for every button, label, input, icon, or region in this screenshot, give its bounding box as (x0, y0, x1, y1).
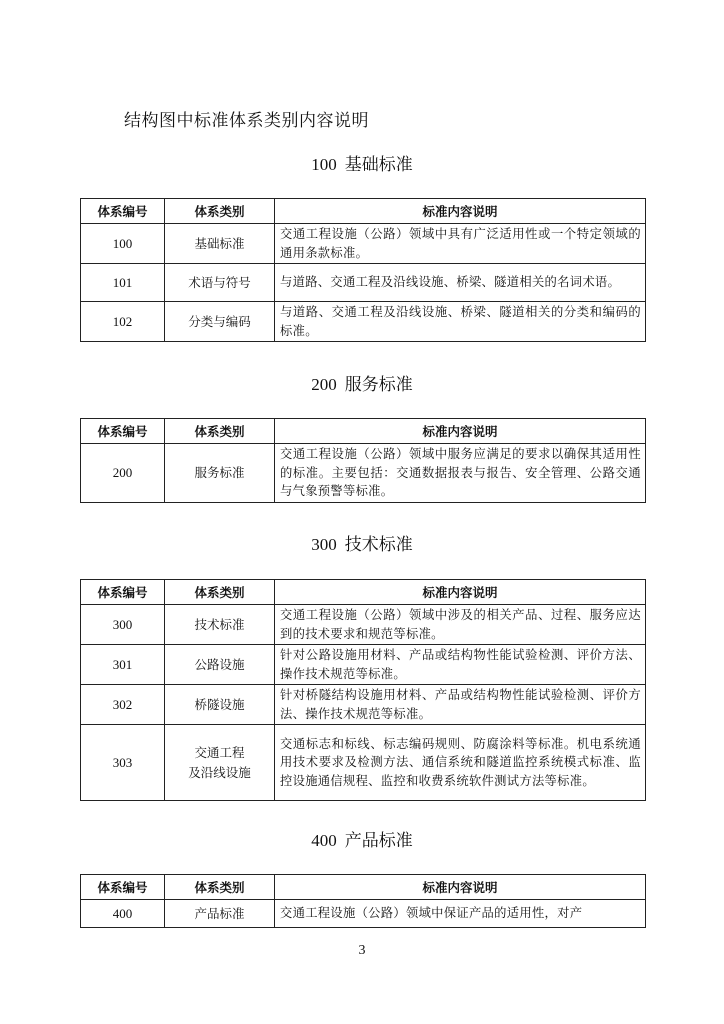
table-row (81, 224, 646, 264)
row-desc: 与道路、交通工程及沿线设施、桥梁、隧道相关的名词术语。 (275, 264, 646, 302)
section-name: 基础标准 (344, 155, 413, 175)
table-row (81, 685, 646, 725)
row-code: 102 (81, 302, 165, 342)
table-row (81, 645, 646, 685)
header-category: 体系类别 (165, 580, 275, 605)
standards-table-400 (80, 874, 646, 928)
section-number: 300 (311, 535, 337, 554)
row-category: 术语与符号 (165, 264, 275, 302)
row-desc: 针对公路设施用材料、产品或结构物性能试验检测、评价方法、操作技术规范等标准。 (275, 645, 646, 685)
row-category: 桥隧设施 (165, 685, 275, 725)
standards-table-100 (80, 198, 646, 342)
row-code: 300 (81, 605, 165, 645)
table-row (81, 900, 646, 928)
header-code: 体系编号 (81, 419, 165, 444)
standards-table-200 (80, 418, 646, 503)
row-desc: 针对桥隧结构设施用材料、产品或结构物性能试验检测、评价方法、操作技术规范等标准。 (275, 685, 646, 725)
row-desc: 交通标志和标线、标志编码规则、防腐涂料等标准。机电系统通用技术要求及检测方法、通信系统和隧道监控系统模式标准、监控设施通信规程、监控和收费系统软件测试方法等标准。 (275, 725, 646, 801)
row-category: 产品标准 (165, 900, 275, 928)
header-desc: 标准内容说明 (275, 199, 646, 224)
table-row (81, 725, 646, 801)
header-category: 体系类别 (165, 419, 275, 444)
page-number: 3 (358, 943, 366, 958)
row-category: 基础标准 (165, 224, 275, 264)
section-title-300 (0, 530, 724, 555)
row-code: 200 (81, 444, 165, 503)
table-header-row (81, 419, 646, 444)
header-code: 体系编号 (81, 580, 165, 605)
table-header-row (81, 199, 646, 224)
row-code: 400 (81, 900, 165, 928)
header-desc: 标准内容说明 (275, 580, 646, 605)
row-desc: 交通工程设施（公路）领域中保证产品的适用性，对产 (275, 900, 646, 928)
section-number: 200 (311, 375, 337, 394)
row-desc: 交通工程设施（公路）领域中涉及的相关产品、过程、服务应达到的技术要求和规范等标准。 (275, 605, 646, 645)
row-category: 分类与编码 (165, 302, 275, 342)
table-row (81, 605, 646, 645)
row-category: 服务标准 (165, 444, 275, 503)
section-title-200 (0, 370, 724, 395)
row-code: 101 (81, 264, 165, 302)
section-number: 100 (311, 155, 337, 174)
row-category-line1: 交通工程 (194, 744, 245, 760)
section-name: 产品标准 (344, 831, 413, 851)
header-category: 体系类别 (165, 875, 275, 900)
table-header-row (81, 875, 646, 900)
table-header-row (81, 580, 646, 605)
document-title: 结构图中标准体系类别内容说明 (124, 111, 369, 131)
row-desc: 交通工程设施（公路）领域中具有广泛适用性或一个特定领域的通用条款标准。 (275, 224, 646, 264)
header-code: 体系编号 (81, 199, 165, 224)
standards-table-300 (80, 579, 646, 801)
header-code: 体系编号 (81, 875, 165, 900)
section-name: 技术标准 (344, 535, 413, 555)
row-code: 303 (81, 725, 165, 801)
row-category-line2: 及沿线设施 (188, 764, 251, 780)
row-code: 100 (81, 224, 165, 264)
table-row (81, 302, 646, 342)
row-category: 公路设施 (165, 645, 275, 685)
section-title-100 (0, 150, 724, 175)
row-code: 301 (81, 645, 165, 685)
row-desc: 交通工程设施（公路）领域中服务应满足的要求以确保其适用性的标准。主要包括：交通数据报表与报告、安全管理、公路交通与气象预警等标准。 (275, 444, 646, 503)
row-code: 302 (81, 685, 165, 725)
header-desc: 标准内容说明 (275, 419, 646, 444)
row-category: 技术标准 (165, 605, 275, 645)
table-row (81, 264, 646, 302)
row-category (165, 725, 275, 801)
row-desc: 与道路、交通工程及沿线设施、桥梁、隧道相关的分类和编码的标准。 (275, 302, 646, 342)
section-name: 服务标准 (344, 375, 413, 395)
section-number: 400 (311, 831, 337, 850)
header-category: 体系类别 (165, 199, 275, 224)
section-title-400 (0, 826, 724, 851)
table-row (81, 444, 646, 503)
header-desc: 标准内容说明 (275, 875, 646, 900)
